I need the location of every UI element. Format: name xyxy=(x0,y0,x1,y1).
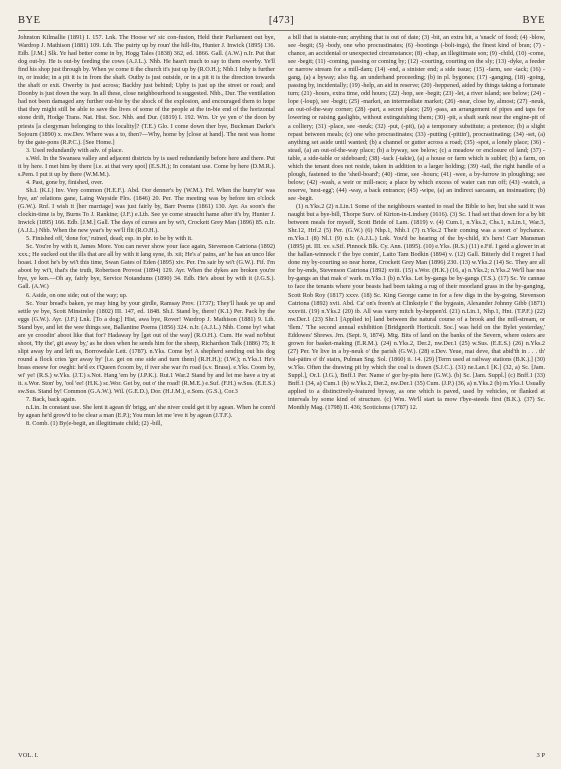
entry-paragraph: Sc. You're by with it, James More. You can never show your face again, Stevenson Catriona (1892) xxx.; He sucked out the ills that are all by with it lang syne, ib. xii; He's a' pains, an' he has an unco like hoast. I doot he's by wi't this time, Swan Gates of Eden (1895) xiv. Per. I'm sair by wi't (G.W.). Fif. I'm aboot by wi't, that's the truth, Robertson Provost (1894) 129. Ayr. When the dykes are broken you're bye, ye ken.—Oh ay, fairly bye, Service Notandums (1890) 34. Edb. He's about by with it (J.G.S.). Gall. (A.W.) xyxy=(18,243,275,291)
page-number: [473] xyxy=(268,14,295,26)
right-column xyxy=(288,34,545,428)
text-columns xyxy=(18,34,545,428)
entry-paragraph: 6. Aside, on one side; out of the way; up. xyxy=(26,291,128,299)
entry-paragraph: a bill that is statute-run; anything that is out of date; (3) -bit, an extra bit, a 'snack' of food; (4) -blow, see -begit; (5) -body, one who procrastinates; (6) -bootings (-bolt-ings), the finest kind of bran; (7) -chance, an accidental or unexpected circumstance; (8) -chap, an illegitimate son; (9) -child, (10) -come, see -begit; (11) -coming, passing or coming by; (12) -courting, courting on the sly; (13) -dyke, a feeder or narrow stream for a mill-dam; (14) -end, a sinister end; a side issue; (15) -farm, see -tack; (16) -gang, (a) a byway; also fig. an underhand proceeding; (b) in pl. bygones; (17) -ganging, (18) -going, passing by, incidentally; (19) -help, an aid in reserve; (20) -heppened, aided by things taking a fortunate turn; (21) -hours, extra time, odd hours; (22) -hop, see -begit; (23) -let, a river island; see below; (24) -lope (-loup), see -begit; (25) -market, an intermediate market; (26) -near, close by, almost; (27) -neuk, an out-of-the-way corner; (28) -part, a secret place; (29) -pass, an arrangement of pipes and taps for lowering or raising gaslights, without extinguishing them; (30) -pit, a shaft sunk near the engine-pit of a colliery; (31) -place, see -neuk; (32) -put, (-pit), (a) a temporary substitute; a pretence; (b) a slight repast between meals; (c) one who procrastinates; (33) -putting (-pittin'), procrastinating; (34) -set, (a) anything set aside until wanted; (b) a channel or gutter across a road; (35) -spot, a lonely place; (36) -stead, (a) an out-of-the-way place; (b) a byway, see below; (c) a meadow or enclosure of land; (37) -table, a side-table or sideboard; (38) -tack (-takie), (a) a house or farm which is sublet; (b) a farm, on which the tenant does not reside, taken in addition to a larger holding; (39) -tail, the right handle of a plough, fastened to the 'sheil-board'; (40) -time, see -hours; (41) -wee, a by-furrow in ploughing; see below; (42) -wash, a weir or mill-race; a place by which excess of water can run off; (43) -watch, a reserve, 'nest-egg'; (44) -way, a back entrance; (45) -wipe, (a) an indirect sarcasm, an insinuation; (b) see -begit. xyxy=(288,34,545,202)
entry-paragraph: 5. Finished off, 'done for,' ruined, dead; esp. in phr. to be by with it. xyxy=(26,235,193,243)
dictionary-page xyxy=(18,10,545,762)
page-footer xyxy=(18,752,545,762)
header-right-word: BYE xyxy=(522,14,545,26)
entry-paragraph: 7. Back, back again. xyxy=(26,396,77,404)
entry-paragraph: Johnston Kilmallie (1891) I. 157. Lnk. The Hoose wi' sic con-fusion, Held their Parliament out bye, Wardrop J. Mathison (1881) 109. Lth. The puirty up by roun' the hill-fits, Hunter J. Inwick (1895) 136. Edb. [J.M.] Slk. Ye had better come in by, Hogg Tales (1838) 362, ed. 1866. Gall. (A.W.) n.Ir. Put that dog out-by. He is out-by feeding the cows (A.J.L.). Nhb. He hasn't much to say to them owerby. Ye'll find his shop just through by. When ye come ti the church it's just up by (R.O.H.); Nhb.1 Inby is further in, or inside; in a pit it is in from the shaft. Outby is just outside, or in a pit it is the direction towards the shaft or exit. Owerby is just across; Backby just behind; Upby is just up the street or road; and Doonby is just down the way. In all these, close neighbourhood is suggested. Nhb., Dur. The ventilation had not been damaged any further out-bie by the shock of the explosion, and encouraged them to hope that they might still be able to save the lives of some of the people at the in-bie end of the horizontal stone drift, Hodge Trans. Nat. Hist. Soc. Nhb. and Dur. (1819) I. 192. Wm. Ur ye yen o' the doon by priests [a clergyman belonging to this locality]? (T.E.) Glo. I come down ther bye, Buckman Darke's Sojourn (1890) x. nw.Dev. Where was a to, then?—Why, home by [close at hand]. The nest was home by the gate-pons (R.P.C.). [See Home.] xyxy=(18,34,275,146)
page-header xyxy=(18,10,545,31)
volume-signature: VOL. I. xyxy=(18,752,39,759)
entry-paragraph: Sc. Your bread's baken, ye may hing by your girdle, Ramsay Prov. (1737); They'll hauk ye up and settle ye bye, Scott Minstrelsy (1802) III. 147, ed. 1848. Sh.I. Stand by, there! (K.I.) Per. Pack by the eggs (G.W.). Ayr. (J.F.) Lnk. [To a dog:] Hist, awa bye, Rover! Wardrop J. Mathison (1881) 9. Lth. Stand bye, and let the wee things see, Ballantine Poems (1856) 324. n.Ir. (A.J.L.) Nhb. Come by! what are ye croodin' aboot like that for? Hadaway by [get out of the way] (R.O.H.). Cum. He wad no'bbut shoot, 'Hy the', git away by,' as he does when he sends him for the sheep, Richardson Talk (1886) 75; It slipt away by and left us, Borrowdale Lett. (1787). n.Yks. Come by! A shepherd sending out his dog round a flock cries 'ger away by' [i.e. get on one side and turn them] (R.H.H.); (I.W.); n.Yks.1 He's brass eneew for owght: he'd ex t'Queen t'coom by, if iver she war i'n road (s.v. Brass). e.Yks. Coom by, wi' ye! (R.S.) w.Yks. (J.T.) s.Not. Hang 'em by (J.P.K.). Rut.1 War.2 Stand by and let me have a try at it. s.Wor. Ston' by, 'ool 'ee! (H.K.) sc.Wor. Get by, out o' the road! (R.M.E.) e.Suf. (F.H.) w.Sus. (E.E.S.) sw.Sus. Stand by! Common (G.A.W.). Wil. (G.E.D.), Dor. (H.J.M.), e.Som. (G.S.), Cor.3 xyxy=(18,299,275,396)
left-column xyxy=(18,34,275,428)
entry-paragraph: s.Wel. In the Swansea valley and adjacent districts by is used redundantly before here and there. Put it by here. I met him by there [i.e. at that very spot] (E.S.H.); In constant use. Come by here (D.M.R.). s.Pem. I put it up by there (W.M.M.). xyxy=(18,154,275,178)
entry-paragraph: (1) n.Yks.2 (2) n.Lin.1 Some of the neighbours wanted to read the Bible to her, but she said it was naught but a bye-bill, Thorpe Surv. of Kirton-in-Lindsey (1616). (3) Sc. I had set that down for a by bit between meals for myself, Scott Bride of Lam. (1819) v. (4) Cum.1, n.Yks.2, Chs.1, n.Lin.1, War.3, Shr.12, Hrf.2 (5) Per. (G.W.) (6) Nhp.1, Nhb.1 (7) n.Yks.2 Their coming was a soort o' bychance. m.Yks.1 (8) Nl.1 (9) n.Ir. (A.J.L.) Lnk. You'd be hearing of the by-child, it's hers! Carr Mansman (1895) pt. III. xv. s.Stf. Pinnock Blk. Cy. Ann. (1895). (10) e.Yks. (R.S.) (11) e.Fif. I geid a glower in at the hallan-winnock i' the bye comin', Latto Tam Bodkin (1894) v. (12) Gall. Bitterly did I regret I had done my by-courting so near home, Crockett Grey Man (1896) 230. (13) w.Yks.2 (14) Sc. They are all for by-ends, Stevenson Catriona (1892) xviii. (15) s.Wor. (H.K.) (16, a) n.Yks.2; n.Yks.2 We'll hae nea by-gangs an that mak o' wark. m.Yks.1 (b) n.Yks. Let by-gangs be by-gangs (T.S.). (17) Sc. Ye cannae to face the tenants where your beasts had been taking a rug of their moorland grass in the by-ganging, Scott Rob Roy (1817) xxxv. (18) Sc. King George came in for a few digs in the by-going, Stevenson Catriona (1892) xvii. Abd. Ca' on's freen's at Clinkstyle i' the bygeain, Alexander Johnny Gibb (1871) xxxviii. (19) n.Yks.2 (20) ib. All was varry mitch by-heppen'd. (21) n.Lin.1, Nhp.1, Hnt. (T.P.F.) (22) nw.Der.1 (23) Shr.1 [Applied to] land between the natural course of a brook and the mill-stream, or 'flem.' 'The second annual exhibition [Bridgnorth Horticult. Soc.] was held on the Bylet yesterday,' Eddowes' Shrews. Jrn. (Sept. 9, 1874). Mtg. Bits of land on the banks of the Severn, where osiers are grown for basket-making (E.R.M.). (24) n.Yks.2, Der.2, nw.Der.1 (25) w.Sus. (E.E.S.) (26) n.Yks.2 (27) Per. Ye live in a by-neuk o' the parish (G.W.). (28) e.Dev. Yeue, mai deve, that abid'th in . . . th' bai-pātirs o' th' stairs, Pulman Sng. Sol. (1860) ii. 14. (29) [Term used at railway stations (B.K.).] (30) w.Yks. Often the drawing pit by which the coal is drawn (S.J.C.). (31) ne.Lan.1 [K.] (32, a) Sc. [Jam. Suppl.], Or.I. (J.G.), Bnff.1 Per. Name o' gor by-pits here (G.W.). (b) Sc. [Jam. Suppl.] (c) Bnff.1 (33) Bnff.1 (34, a) Cum.1 (b) w.Yks.2, Der.2, nw.Der.1 (35) Cum. (J.P.) (36, a) n.Yks.2 (b) m.Yks.1 Usually applied to a distinctively-featured byway, as one which is paved, used by vehicles, or flanked at intervals by some kind of structure. (c) Wm. We'll start ta mow t'bye-steeds first (B.K.). (37) Sc. Monthly Mag. (1798) II. 436; Scoticisms (1787) 12. xyxy=(288,202,545,412)
entry-paragraph: Sh.I. (K.I.) Inv. Very common (H.E.F.). Abd. Oor denner's by (W.M.). Frf. When the burry'in' was bye, an' relations gane, Laing Wayside Flrs. (1846) 20. Per. The meeting was by before ten o'clock (G.W.). Rnf. I wish it [her marriage] was just fairly by, Barr Poems (1861) 130. Ayr. As soon's the clockin-time is by, Burns To J. Rankine; (J.F.) e.Lth. See ye come straucht hame after it's by, Hunter J. Inwick (1895) 166. Edb. [J.M.] Gall. The days of curses are by wi't, Crockett Grey Man (1896) 85. n.Ir. (A.J.L.) Nhb. When the new year's by we'll flit (R.O.H.). xyxy=(18,186,275,235)
entry-paragraph: 8. Comb. (1) By(e-begit, an illegitimate child; (2) -bill, xyxy=(26,420,163,428)
entry-paragraph: 3. Used redundantly with adv. of place. xyxy=(26,146,124,154)
entry-paragraph: 4. Past, gone by, finished, over. xyxy=(26,178,104,186)
header-left-word: BYE xyxy=(18,14,41,26)
page-signature-mark: 3 P xyxy=(536,752,545,759)
entry-paragraph: n.Lin. In constant use. She lent it agean th' brigg, an' she niver could get it by agean. When he com'd by agean he'd grow'd to be clear a man (E.P.); You mun let me 'eve it by agean (J.T.F.). xyxy=(18,404,275,420)
